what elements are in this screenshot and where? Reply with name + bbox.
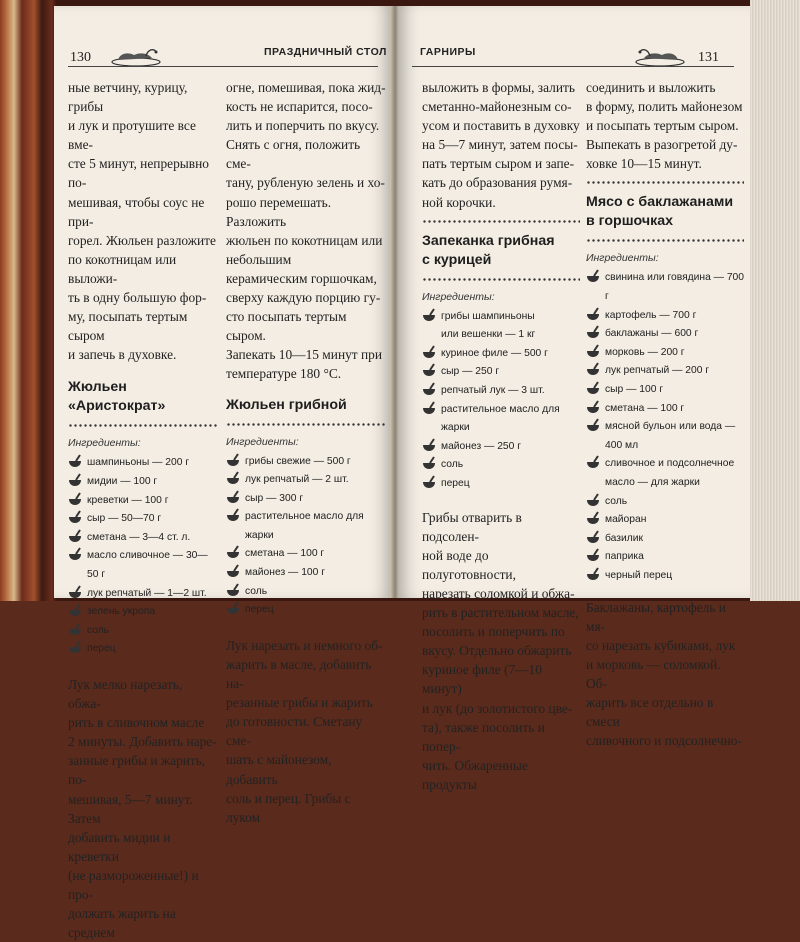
spacer (226, 384, 386, 396)
ingredient-line: грибы шампиньоны (441, 310, 535, 322)
ingredient-text (441, 363, 499, 382)
ingredient-line: растительное масло для жарки (245, 511, 364, 541)
mortar-pestle-icon (586, 362, 600, 376)
text-line: температуре 180 °С. (226, 366, 342, 382)
text-line: жюльен по кокотницам или небольшим (226, 232, 383, 267)
ingredient-item (226, 490, 386, 509)
ingredient-line: сметана — 100 г (605, 402, 685, 414)
method-paragraph (226, 636, 386, 827)
method-paragraph (586, 598, 744, 751)
ingredient-text (441, 475, 470, 494)
ingredient-item (586, 418, 744, 455)
ingredient-item (586, 493, 744, 512)
text-line: жарить все отдельно в смеси (586, 695, 714, 730)
ingredient-text (245, 471, 349, 490)
ingredient-text (245, 508, 386, 545)
recipe-title-line: Мясо с баклажанами (586, 194, 734, 211)
running-head: ПРАЗДНИЧНЫЙ СТОЛ (264, 46, 387, 58)
text-line: мешивая, чтобы соус не при- (68, 194, 205, 229)
ingredient-line: зелень укропа (87, 606, 156, 618)
ingredient-item (586, 325, 744, 344)
text-line: сметанно-майонезным со- (422, 99, 572, 115)
text-line: куриное филе (7—10 минут) (422, 662, 542, 697)
text-line: по кокотницам или выложи- (68, 251, 177, 286)
ingredient-text (87, 547, 218, 584)
text-line: 2 минуты. Добавить наре- (68, 734, 217, 750)
spacer (68, 659, 218, 675)
ingredient-text (605, 511, 646, 530)
ingredient-list (586, 269, 744, 585)
ingredient-line: соль (605, 495, 628, 507)
page-edges (750, 0, 800, 601)
page-number: 130 (70, 50, 91, 65)
ingredient-item (68, 585, 218, 604)
text-line: ной корочки. (422, 194, 496, 210)
ingredient-item (68, 510, 218, 529)
recipe-title-line: с курицей (422, 251, 492, 268)
ingredient-item (226, 564, 386, 583)
ingredient-item (586, 381, 744, 400)
intro-paragraph (68, 78, 218, 364)
ingredient-item (68, 529, 218, 548)
ingredient-text (441, 308, 535, 345)
ingredient-text (605, 344, 685, 363)
dotted-divider (586, 175, 744, 187)
mortar-pestle-icon (422, 456, 436, 470)
ingredient-text (87, 603, 155, 622)
ingredient-text (87, 529, 190, 548)
text-line: и запечь в духовке. (68, 347, 177, 363)
text-line: добавить мидии и креветки (68, 829, 171, 864)
mortar-pestle-icon (586, 269, 600, 283)
ingredient-line: соль (87, 624, 110, 636)
ingredient-line: сыр — 100 г (605, 384, 664, 396)
ingredient-text (441, 456, 463, 475)
ingredient-line: грибы свежие — 500 г (245, 455, 351, 467)
dotted-divider (586, 233, 744, 245)
text-line: усом и поставить в духовку (422, 118, 580, 134)
dotted-divider (68, 418, 218, 430)
ingredient-list (68, 454, 218, 659)
mortar-pestle-icon (226, 471, 240, 485)
ingredient-text (605, 455, 734, 492)
ingredient-line: паприка (605, 551, 644, 563)
text-line: в форму, полить майонезом (586, 99, 743, 115)
text-line: та), также посолить и попер- (422, 719, 545, 754)
ingredient-text (87, 622, 109, 641)
goose-dish-icon (110, 44, 162, 68)
ingredient-text (245, 564, 325, 583)
ingredient-item (68, 454, 218, 473)
mortar-pestle-icon (422, 382, 436, 396)
ingredient-line: куриное филе — 500 г (441, 347, 548, 359)
dotted-divider (422, 272, 580, 284)
ingredient-line: мидии — 100 г (87, 476, 158, 487)
ingredient-line: мясной бульон или вода — (605, 421, 736, 433)
mortar-pestle-icon (586, 307, 600, 321)
text-line: ть в одну большую фор- (68, 290, 207, 306)
text-line: и лук и протушите все вме- (68, 118, 196, 153)
mortar-pestle-icon (586, 400, 600, 414)
left-column-2 (226, 78, 386, 827)
ingredient-item (226, 471, 386, 490)
text-line: мешивая, 5—7 минут. Затем (68, 791, 193, 826)
ingredient-line: баклажаны — 600 г (605, 328, 699, 340)
text-line: рить в сливочном масле (68, 715, 205, 731)
text-line: кать до образования румя- (422, 175, 573, 191)
ingredient-list (422, 308, 580, 494)
ingredient-text (87, 473, 157, 492)
mortar-pestle-icon (68, 529, 82, 543)
text-line: ной воде до полуготовности, (422, 547, 516, 582)
ingredient-line: майонез — 100 г (245, 567, 326, 579)
mortar-pestle-icon (68, 640, 82, 654)
text-line: на 5—7 минут, затем посы- (422, 137, 578, 153)
ingredient-item (422, 308, 580, 345)
right-column-1 (422, 78, 580, 794)
ingredient-item (586, 511, 744, 530)
ingredient-item (422, 345, 580, 364)
left-page (54, 6, 392, 941)
text-line: занные грибы и жарить, по- (68, 753, 206, 788)
ingredient-line: сыр — 300 г (245, 492, 304, 504)
text-line: Запекать 10—15 минут при (226, 347, 383, 363)
ingredient-list (226, 453, 386, 620)
text-line: керамическим горшочкам, (226, 270, 377, 286)
text-line: посолить и поперчить по (422, 624, 565, 640)
ingredient-text (441, 438, 521, 457)
ingredient-item (226, 545, 386, 564)
ingredient-line: перец (245, 604, 274, 616)
ingredient-line: черный перец (605, 569, 673, 581)
ingredient-text (441, 401, 580, 438)
ingredient-line: лук репчатый — 200 г (605, 365, 710, 377)
ingredient-item (422, 401, 580, 438)
ingredient-line: сыр — 250 г (441, 366, 500, 378)
ingredient-line: соль (245, 585, 268, 597)
ingredient-text (605, 418, 735, 455)
mortar-pestle-icon (586, 511, 600, 525)
spacer (422, 494, 580, 508)
ingredients-label: Ингредиенты: (226, 435, 299, 448)
text-line: должать жарить на среднем (68, 906, 176, 941)
ingredient-line: креветки — 100 г (87, 494, 169, 506)
text-line: Грибы отварить в подсолен- (422, 509, 522, 544)
text-line: и посыпать тертым сыром. (586, 118, 739, 134)
text-line: сливочного и подсолнечно- (586, 733, 742, 749)
ingredient-item (422, 475, 580, 494)
text-line: кость не испарится, посо- (226, 99, 373, 115)
ingredient-text (605, 493, 627, 512)
ingredient-text (605, 381, 663, 400)
ingredient-line: масло сливочное — 30—50 г (87, 550, 208, 580)
text-line: соль и перец. Грибы с луком (226, 790, 351, 825)
spacer (586, 586, 744, 598)
ingredient-line: 400 мл (605, 439, 639, 451)
ingredient-line: растительное масло для жарки (441, 403, 560, 434)
text-line: и лук (до золотистого цве- (422, 700, 573, 716)
ingredient-line: масло — для жарки (605, 477, 700, 488)
page-number: 131 (698, 50, 719, 65)
ingredient-text (605, 567, 672, 586)
mortar-pestle-icon (586, 418, 600, 432)
recipe-title (68, 378, 218, 416)
ingredient-line: шампиньоны — 200 г (87, 457, 190, 469)
mortar-pestle-icon (226, 508, 240, 522)
text-line: нарезать соломкой и обжа- (422, 585, 575, 601)
ingredient-line: лук репчатый — 1—2 шт. (87, 587, 207, 599)
ingredient-item (68, 492, 218, 511)
ingredient-line: базилик (605, 532, 644, 544)
text-line: рошо перемешать. Разложить (226, 194, 332, 229)
text-line: чить. Обжаренные продукты (422, 757, 528, 792)
ingredient-line: сметана — 3—4 ст. л. (87, 531, 191, 543)
running-head: ГАРНИРЫ (420, 46, 476, 58)
recipe-title-line: в горшочках (586, 213, 673, 230)
mortar-pestle-icon (68, 547, 82, 561)
recipe-title (586, 193, 744, 231)
text-line: горел. Жюльен разложите (68, 232, 216, 248)
method-paragraph (68, 675, 218, 942)
text-line: резанные грибы и жарить (226, 695, 373, 711)
intro-paragraph (226, 78, 386, 384)
mortar-pestle-icon (68, 603, 82, 617)
ingredient-line: репчатый лук — 3 шт. (441, 385, 545, 397)
ingredient-line: свинина или говядина — 700 г (605, 272, 745, 303)
text-line: со нарезать кубиками, лук (586, 637, 736, 653)
ingredient-text (605, 307, 696, 326)
ingredient-line: соль (441, 459, 464, 471)
ingredient-item (586, 400, 744, 419)
ingredient-text (245, 583, 267, 602)
mortar-pestle-icon (422, 438, 436, 452)
ingredient-item (586, 362, 744, 381)
ingredient-item (422, 456, 580, 475)
mortar-pestle-icon (586, 455, 600, 469)
recipe-title-text: Жюльен «Аристократ» (68, 379, 166, 415)
ingredient-item (586, 269, 744, 306)
dotted-divider (422, 214, 580, 226)
ingredient-text (87, 454, 189, 473)
ingredient-text (245, 453, 351, 472)
ingredient-item (422, 382, 580, 401)
ingredient-line: перец (441, 478, 470, 489)
right-column-2 (586, 78, 744, 750)
ingredient-item (586, 567, 744, 586)
ingredient-text (441, 345, 548, 364)
method-paragraph (422, 508, 580, 794)
mortar-pestle-icon (422, 345, 436, 359)
text-line: до готовности. Сметану сме- (226, 714, 363, 749)
header-rule (68, 66, 378, 67)
mortar-pestle-icon (226, 453, 240, 467)
mortar-pestle-icon (586, 530, 600, 544)
ingredient-item (68, 473, 218, 492)
text-line: тану, рубленую зелень и хо- (226, 175, 385, 191)
ingredients-label: Ингредиенты: (586, 252, 659, 265)
recipe-title (226, 396, 386, 415)
ingredient-item (586, 455, 744, 492)
ingredient-line: майонез — 250 г (441, 440, 522, 452)
text-line: Лук нарезать и немного об- (226, 637, 383, 653)
ingredient-line: майоран (605, 514, 647, 526)
ingredient-item (226, 601, 386, 620)
text-line: лить и поперчить по вкусу. (226, 118, 380, 134)
ingredient-item (68, 603, 218, 622)
text-line: ховке 10—15 минут. (586, 156, 702, 172)
ingredient-item (586, 307, 744, 326)
ingredients-label: Ингредиенты: (68, 437, 141, 450)
mortar-pestle-icon (226, 490, 240, 504)
ingredient-text (87, 585, 207, 604)
recipe-title-text: Жюльен грибной (226, 396, 347, 413)
ingredient-item (226, 453, 386, 472)
ingredient-line: сыр — 50—70 г (87, 513, 162, 525)
ingredient-text (245, 601, 274, 620)
mortar-pestle-icon (586, 567, 600, 581)
ingredient-item (586, 530, 744, 549)
text-line: пать тертым сыром и запе- (422, 156, 575, 172)
mortar-pestle-icon (586, 548, 600, 562)
ingredient-item (586, 344, 744, 363)
mortar-pestle-icon (226, 601, 240, 615)
ingredient-line: сметана — 100 г (245, 548, 325, 560)
mortar-pestle-icon (68, 454, 82, 468)
ingredient-line: или вешенки — 1 кг (441, 329, 536, 341)
ingredient-line: картофель — 700 г (605, 309, 697, 321)
ingredient-text (245, 490, 303, 509)
mortar-pestle-icon (422, 308, 436, 322)
ingredient-item (68, 622, 218, 641)
ingredient-item (422, 438, 580, 457)
mortar-pestle-icon (68, 473, 82, 487)
ingredient-line: перец (87, 643, 116, 655)
ingredient-text (605, 548, 644, 567)
ingredient-text (605, 325, 698, 344)
header-rule (412, 66, 734, 67)
text-line: Выпекать в разогретой ду- (586, 137, 738, 153)
mortar-pestle-icon (68, 585, 82, 599)
ingredient-text (87, 510, 161, 529)
ingredient-item (68, 547, 218, 584)
mortar-pestle-icon (226, 545, 240, 559)
text-line: Снять с огня, положить сме- (226, 137, 361, 172)
ingredient-item (226, 508, 386, 545)
intro-paragraph (586, 78, 744, 173)
mortar-pestle-icon (226, 564, 240, 578)
text-line: и морковь — соломкой. Об- (586, 656, 721, 691)
mortar-pestle-icon (422, 363, 436, 377)
mortar-pestle-icon (422, 401, 436, 415)
dotted-divider (226, 417, 386, 429)
ingredients-label: Ингредиенты: (422, 290, 495, 303)
text-line: сверху каждую порцию гу- (226, 290, 381, 306)
mortar-pestle-icon (422, 475, 436, 489)
text-line: жарить в масле, добавить на- (226, 656, 372, 692)
text-line: шать с майонезом, добавить (226, 752, 332, 787)
spacer (226, 620, 386, 636)
recipe-title-line: Запеканка грибная (422, 232, 555, 249)
ingredient-text (245, 545, 324, 564)
text-line: ные ветчину, курицу, грибы (68, 80, 188, 115)
goose-dish-icon (634, 44, 686, 68)
text-line: вкусу. Отдельно обжарить (422, 643, 572, 659)
text-line: му, посыпать тертым сыром (68, 309, 188, 344)
ingredient-line: лук репчатый — 2 шт. (245, 474, 349, 486)
right-page (398, 6, 750, 792)
ingredient-item (422, 363, 580, 382)
ingredient-text (87, 640, 116, 659)
ingredient-line: сливочное и подсолнечное (605, 458, 735, 470)
ingredient-item (68, 640, 218, 659)
ingredient-line: морковь — 200 г (605, 346, 685, 358)
ingredient-text (605, 269, 744, 306)
text-line: выложить в формы, залить (422, 80, 575, 95)
mortar-pestle-icon (586, 344, 600, 358)
mortar-pestle-icon (226, 583, 240, 597)
text-line: Лук мелко нарезать, обжа- (68, 676, 183, 712)
mortar-pestle-icon (586, 493, 600, 507)
ingredient-text (605, 530, 643, 549)
text-line: рить в растительном масле, (422, 605, 579, 621)
ingredient-item (586, 548, 744, 567)
text-line: сто посыпать тертым сыром. (226, 309, 347, 344)
ingredient-text (605, 362, 709, 381)
ingredient-text (605, 400, 684, 419)
text-line: огне, помешивая, пока жид- (226, 80, 386, 95)
text-line: соединить и выложить (586, 80, 716, 95)
spacer (68, 364, 218, 378)
mortar-pestle-icon (68, 510, 82, 524)
ingredient-text (441, 382, 545, 401)
mortar-pestle-icon (68, 492, 82, 506)
text-line: Баклажаны, картофель и мя- (586, 599, 726, 634)
left-column-1 (68, 78, 218, 942)
mortar-pestle-icon (586, 325, 600, 339)
recipe-title (422, 232, 580, 270)
mortar-pestle-icon (586, 381, 600, 395)
intro-paragraph (422, 78, 580, 212)
text-line: (не размороженные!) и про- (68, 867, 199, 902)
mortar-pestle-icon (68, 622, 82, 636)
text-line: сте 5 минут, непрерывно по- (68, 156, 209, 191)
ingredient-item (226, 583, 386, 602)
ingredient-text (87, 492, 169, 511)
